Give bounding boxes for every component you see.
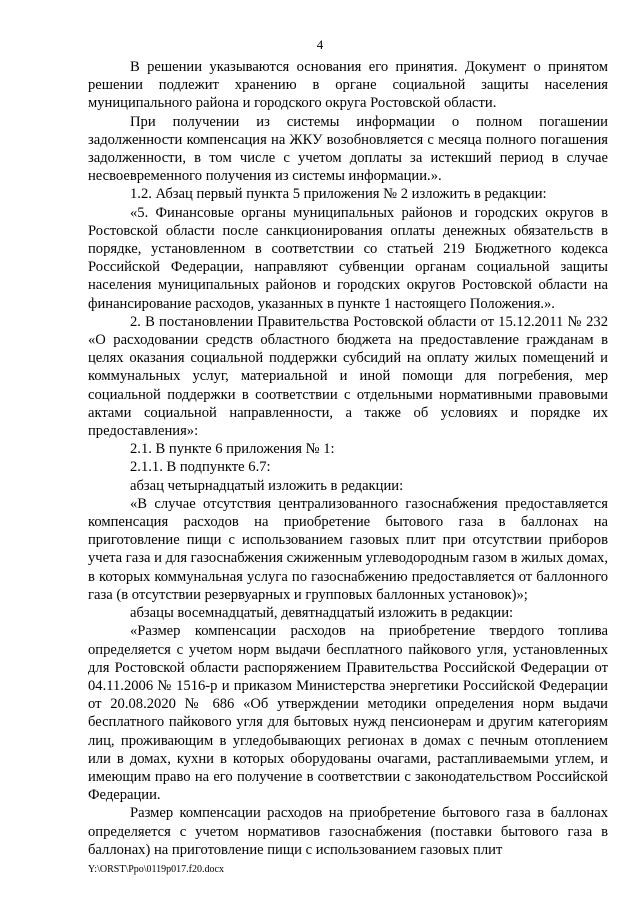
paragraph-item-2-resolution: 2. В постановлении Правительства Ростовской области от 15.12.2011 № 232 «О расходовании средств областного бюджета на предоставление гражданам в целях оказания социальной поддержки субсидий на оплату жилых помещений и коммунальных услуг, материальной и иной помощи для погребения, мер социальной поддержки в соответствии с отдельными нормативными правовыми актами социальной направленности, а также об условиях и порядке их предоставления»: (88, 313, 608, 440)
file-path-footer: Y:\ORST\Ppo\0119p017.f20.docx (88, 864, 224, 875)
paragraph-fourteenth-clause: абзац четырнадцатый изложить в редакции: (130, 477, 404, 494)
paragraph-item-2-1-1: 2.1.1. В подпункте 6.7: (130, 459, 271, 476)
paragraph-debt-repayment: При получении из системы информации о полном погашении задолженности компенсация на ЖКУ возобновляется с месяца полного погашения задолженности, в том числе с учетом доплаты за истекший период в случае несвоевременного получения из системы информации.». (88, 113, 608, 185)
paragraph-decision-grounds: В решении указываются основания его принятия. Документ о принятом решении подлежит хранению в органе социальной защиты населения муниципального района и городского округа Ростовской области. (88, 59, 608, 112)
paragraph-quote-gas-cylinders: «В случае отсутствия централизованного газоснабжения предоставляется компенсация расходов на приобретение бытового газа в баллонах на приготовление пищи с использованием газовых плит при отсутствии приборов учета газа и для газоснабжения сжиженным углеводородным газом в жилых домах, в которых коммунальная услуга по газоснабжению предоставляется от баллонного газа (в отсутствии резервуарных и групповых баллонных установок)»; (88, 495, 609, 603)
paragraph-gas-compensation: Размер компенсации расходов на приобретение бытового газа в баллонах определяется с учетом нормативов газоснабжения (поставки бытового газа в баллонах) на приготовление пищи с использованием газовых плит (88, 805, 608, 858)
page-number: 4 (316, 37, 324, 52)
paragraph-item-2-1: 2.1. В пункте 6 приложения № 1: (130, 441, 335, 458)
paragraph-quote-solid-fuel: «Размер компенсации расходов на приобретение твердого топлива определяется с учетом норм выдачи бесплатного пайкового угля, установленных для Ростовской области распоряжением Правительства Российской Федерации от 04.11.2006 № 1516-р и приказом Министерства энергетики Российской Федерации от 20.08.2020 № 686 «Об утверждении методики определения норм выдачи бесплатного пайкового угля для бытовых нужд пенсионерам и другим категориям лиц, проживающим в угледобывающих регионах в домах с печным отоплением или в домах, кухни в которых оборудованы очагами, растапливаемыми углем, и имеющим право на его получение в соответствии с законодательством Российской Федерации. (88, 623, 608, 804)
paragraph-item-1-2: 1.2. Абзац первый пункта 5 приложения № 2 изложить в редакции: (130, 186, 547, 203)
paragraph-quote-item-5: «5. Финансовые органы муниципальных районов и городских округов в Ростовской области после санкционирования оплаты денежных обязательств в порядке, установленном в соответствии со статьей 219 Бюджетного кодекса Российской Федерации, направляют субвенции органам социальной защиты населения муниципальных районов и городских округов Ростовской области на финансирование расходов, указанных в пункте 1 настоящего Положения.». (88, 204, 608, 312)
document-body (88, 58, 608, 859)
paragraph-eighteenth-nineteenth-clause: абзацы восемнадцатый, девятнадцатый изложить в редакции: (130, 605, 514, 622)
